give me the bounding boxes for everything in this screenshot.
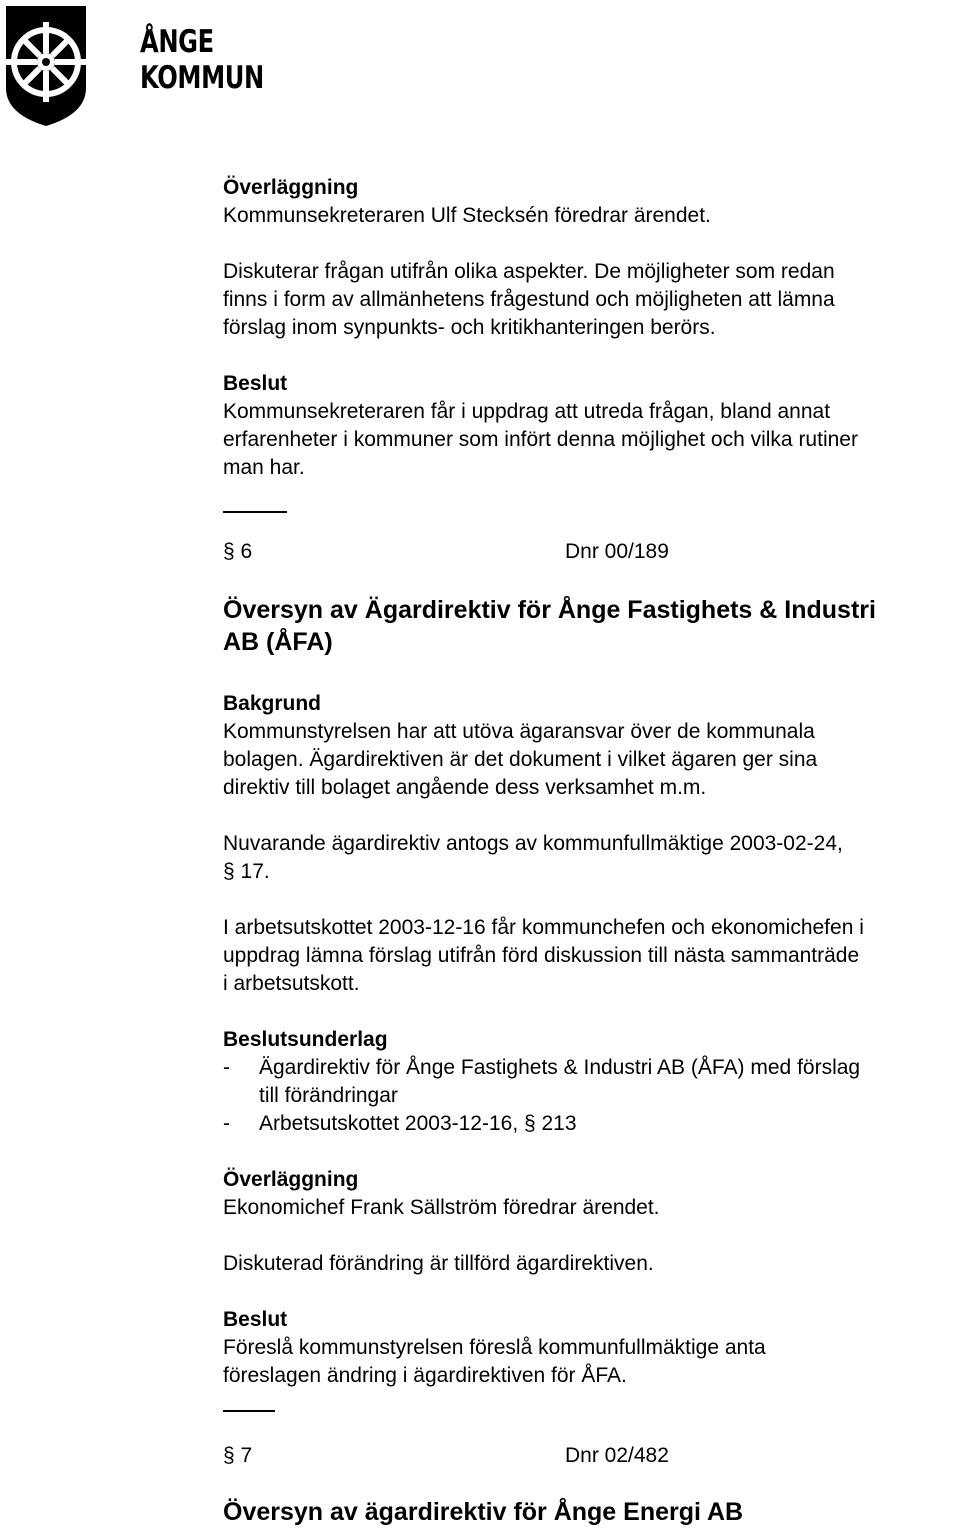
heading-overlaggning: Överläggning — [223, 176, 359, 199]
heading-beslut: Beslut — [223, 372, 288, 395]
paragraph: Ekonomichef Frank Sällström föredrar ärendet. — [223, 1196, 660, 1219]
paragraph-line: uppdrag lämna förslag utifrån förd diskussion till nästa sammanträde — [223, 944, 860, 967]
heading-beslutsunderlag: Beslutsunderlag — [223, 1028, 388, 1051]
kommun-logo-icon — [4, 4, 88, 128]
list-item-text: Arbetsutskottet 2003-12-16, § 213 — [259, 1112, 577, 1135]
paragraph-line: i arbetsutskott. — [223, 972, 360, 995]
paragraph-line: förslag inom synpunkts- och kritikhanteringen berörs. — [223, 316, 716, 339]
section-divider — [223, 1410, 275, 1412]
paragraph-line: Kommunsekreteraren får i uppdrag att utreda frågan, bland annat — [223, 400, 831, 423]
section-number: § 6 — [223, 540, 253, 563]
paragraph-line: finns i form av allmänhetens frågestund och möjligheten att lämna — [223, 288, 835, 311]
dnr-number: Dnr 00/189 — [565, 540, 669, 563]
list-dash: - — [223, 1112, 230, 1135]
heading-bakgrund: Bakgrund — [223, 692, 322, 715]
list-item — [223, 1110, 577, 1138]
paragraph-line: I arbetsutskottet 2003-12-16 får kommunchefen och ekonomichefen i — [223, 916, 864, 939]
section-number: § 7 — [223, 1444, 253, 1467]
paragraph: Kommunsekreteraren Ulf Stecksén föredrar ärendet. — [223, 204, 711, 227]
list-item — [223, 1054, 860, 1082]
paragraph-line: Diskuterar frågan utifrån olika aspekter. De möjligheter som redan — [223, 260, 835, 283]
paragraph-line: föreslagen ändring i ägardirektiven för ÅFA. — [223, 1364, 627, 1387]
dnr-number: Dnr 02/482 — [565, 1444, 669, 1467]
logo-line-2: KOMMUN — [140, 60, 264, 96]
list-item-text: Ägardirektiv för Ånge Fastighets & Industri AB (ÅFA) med förslag — [259, 1056, 861, 1079]
paragraph-line: Nuvarande ägardirektiv antogs av kommunfullmäktige 2003-02-24, — [223, 832, 843, 855]
section-title-line: Översyn av Ägardirektiv för Ånge Fastighets & Industri — [223, 596, 876, 624]
logo-line-1: ÅNGE — [140, 24, 214, 60]
paragraph-line: § 17. — [223, 860, 270, 883]
heading-overlaggning: Överläggning — [223, 1168, 359, 1191]
section-title-line: AB (ÅFA) — [223, 628, 333, 656]
heading-beslut: Beslut — [223, 1308, 288, 1331]
paragraph-line: erfarenheter i kommuner som infört denna möjlighet och vilka rutiner — [223, 428, 858, 451]
list-item-continuation: till förändringar — [259, 1084, 398, 1107]
paragraph-line: direktiv till bolaget angående dess verksamhet m.m. — [223, 776, 707, 799]
paragraph-line: Föreslå kommunstyrelsen föreslå kommunfullmäktige anta — [223, 1336, 766, 1359]
section-divider — [223, 511, 287, 513]
list-dash: - — [223, 1056, 230, 1079]
paragraph-line: man har. — [223, 456, 305, 479]
logo-wordmark — [140, 24, 264, 96]
paragraph-line: bolagen. Ägardirektiven är det dokument i vilket ägaren ger sina — [223, 748, 818, 771]
section-title: Översyn av ägardirektiv för Ånge Energi AB — [223, 1498, 744, 1526]
paragraph-line: Kommunstyrelsen har att utöva ägaransvar över de kommunala — [223, 720, 815, 743]
paragraph: Diskuterad förändring är tillförd ägardirektiven. — [223, 1252, 654, 1275]
